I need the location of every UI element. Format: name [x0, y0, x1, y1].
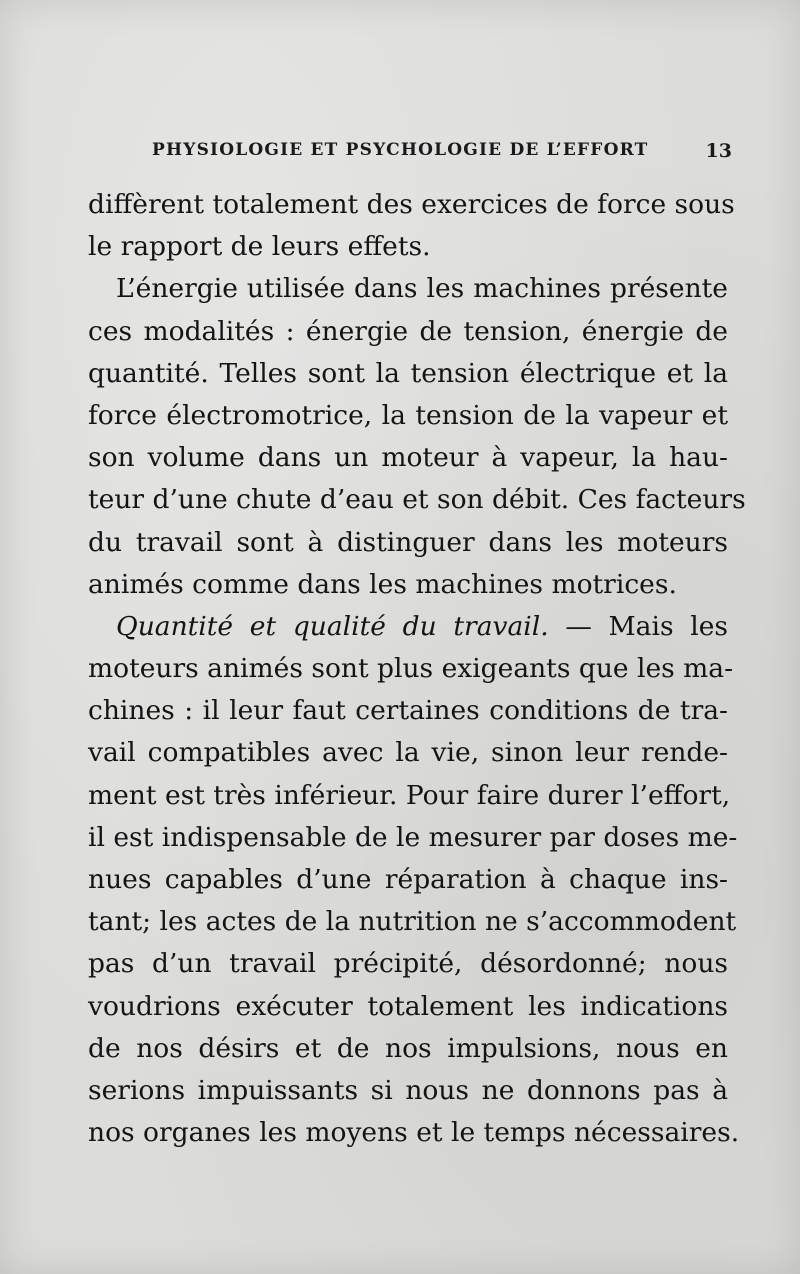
text-line: pas d’un travail précipité, désordonné; nous	[88, 948, 728, 980]
text-line: chines : il leur faut certaines conditions de tra-	[88, 695, 728, 727]
text-line: ces modalités : énergie de tension, énergie de	[88, 315, 728, 347]
text-line: il est indispensable de le mesurer par doses me-	[88, 821, 738, 853]
text-line: son volume dans un moteur à vapeur, la hau-	[88, 442, 728, 474]
text-line: L’énergie utilisée dans les machines présente	[116, 273, 728, 305]
section-heading-line	[88, 606, 728, 648]
text-line: nos organes les moyens et le temps nécessaires.	[88, 1117, 740, 1149]
text-line: ment est très inférieur. Pour faire durer l’effort,	[88, 779, 731, 811]
running-title: PHYSIOLOGIE ET PSYCHOLOGIE DE L’EFFORT	[152, 140, 649, 160]
text-line: animés comme dans les machines motrices.	[88, 568, 677, 600]
text-line: moteurs animés sont plus exigeants que les ma-	[88, 653, 734, 685]
body-text	[88, 184, 746, 1154]
text-line: diffèrent totalement des exercices de force sous	[88, 189, 735, 220]
section-heading-continuation: — Mais les	[548, 610, 728, 642]
page-number: 13	[705, 140, 732, 162]
text-line: quantité. Telles sont la tension électrique et la	[88, 357, 728, 389]
running-head	[152, 140, 732, 170]
text-line: teur d’une chute d’eau et son débit. Ces facteurs	[88, 484, 746, 516]
text-line: le rapport de leurs effets.	[88, 231, 431, 263]
text-line: nues capables d’une réparation à chaque ins-	[88, 864, 728, 895]
text-line: tant; les actes de la nutrition ne s’accommodent	[88, 906, 737, 938]
text-line: force électromotrice, la tension de la vapeur et	[88, 399, 728, 431]
text-line: voudrions exécuter totalement les indications	[88, 990, 728, 1022]
text-line: du travail sont à distinguer dans les moteurs	[88, 526, 728, 558]
text-line: serions impuissants si nous ne donnons pas à	[88, 1074, 728, 1106]
text-line: vail compatibles avec la vie, sinon leur rende-	[88, 737, 728, 769]
section-heading: Quantité et qualité du travail.	[116, 610, 549, 642]
text-line: de nos désirs et de nos impulsions, nous en	[88, 1032, 728, 1064]
